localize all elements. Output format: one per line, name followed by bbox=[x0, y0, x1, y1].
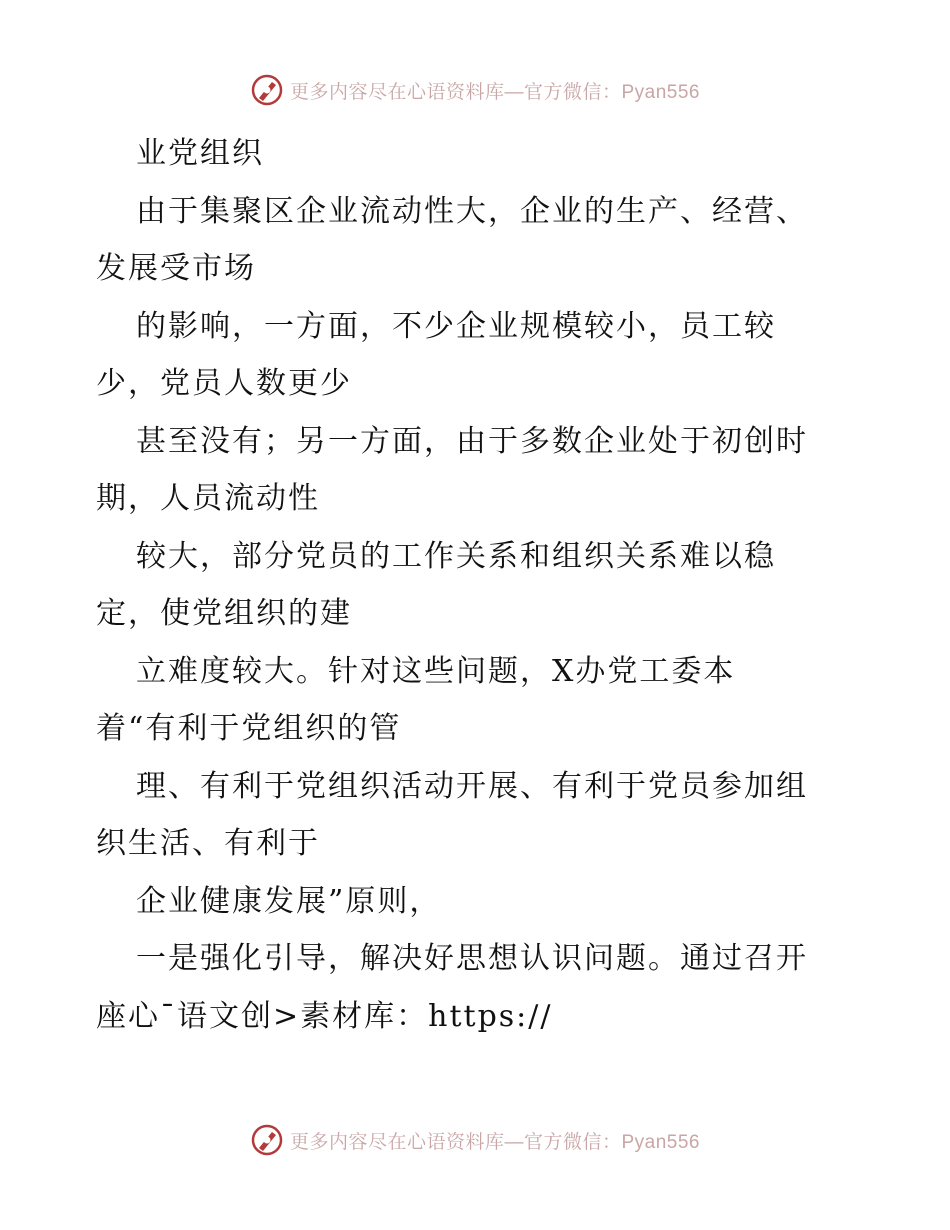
body-text-line: 座心¯语文创>素材库：https:// bbox=[96, 998, 553, 1034]
body-text-line: 的影响，一方面，不少企业规模较小，员工较 bbox=[136, 308, 776, 344]
header-watermark-banner bbox=[0, 72, 950, 108]
body-text-line: 甚至没有；另一方面，由于多数企业处于初创时 bbox=[136, 423, 808, 459]
body-text-line: 发展受市场 bbox=[96, 251, 256, 286]
footer-watermark-banner bbox=[0, 1122, 950, 1158]
body-text-line: 理、有利于党组织活动开展、有利于党员参加组 bbox=[136, 768, 808, 804]
body-text-line: 期，人员流动性 bbox=[96, 481, 320, 516]
body-text-line: 少，党员人数更少 bbox=[96, 366, 352, 401]
pen-logo-icon bbox=[250, 1123, 284, 1157]
pen-logo-icon bbox=[250, 73, 284, 107]
body-text-line: 业党组织 bbox=[136, 136, 264, 171]
document-body bbox=[96, 125, 856, 1045]
footer-watermark-text: 更多内容尽在心语资料库—官方微信：Pyan556 bbox=[289, 1131, 700, 1153]
body-text-line: 企业健康发展”原则， bbox=[136, 883, 442, 919]
body-text-line: 一是强化引导，解决好思想认识问题。通过召开 bbox=[136, 941, 808, 976]
body-text-line: 着“有利于党组织的管 bbox=[96, 711, 402, 746]
body-text-line: 由于集聚区企业流动性大，企业的生产、经营、 bbox=[136, 193, 808, 229]
body-text-line: 较大，部分党员的工作关系和组织关系难以稳 bbox=[136, 538, 776, 574]
body-text-line: 立难度较大。针对这些问题，X办党工委本 bbox=[136, 653, 736, 689]
header-watermark-text: 更多内容尽在心语资料库—官方微信：Pyan556 bbox=[289, 81, 700, 103]
body-text-line: 定，使党组织的建 bbox=[96, 596, 352, 631]
body-text-line: 织生活、有利于 bbox=[96, 826, 320, 861]
